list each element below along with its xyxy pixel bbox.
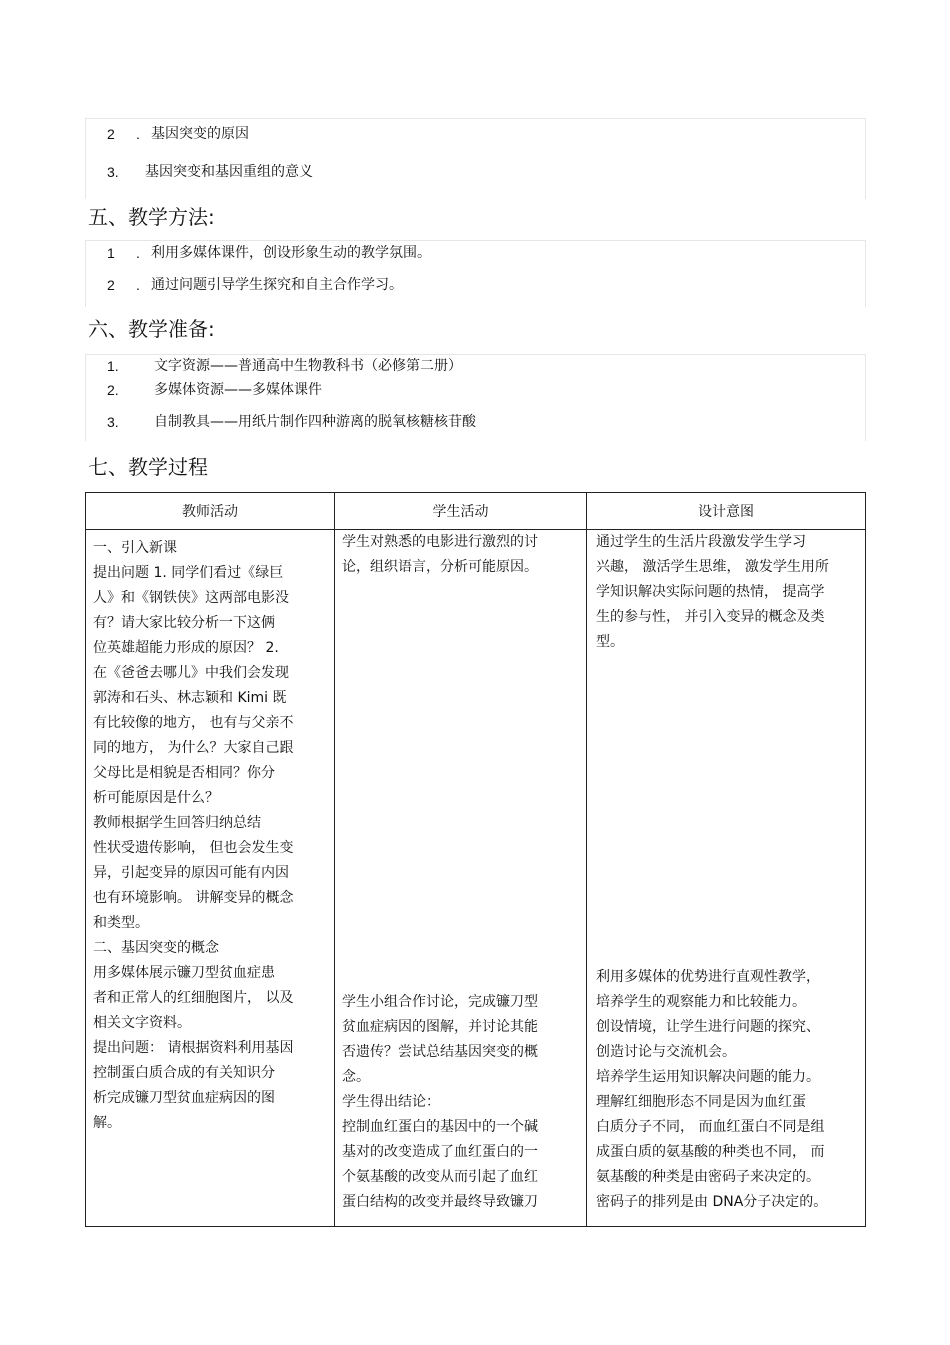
prep-3-text: 自制教具——用纸片制作四种游离的脱氧核糖核苷酸 — [154, 414, 476, 430]
teacher-activity-line: 析完成镰刀型贫血症病因的图 — [93, 1090, 275, 1106]
design-intent-line: 创造讨论与交流机会。 — [596, 1044, 736, 1060]
teacher-activity-line: 性状受遗传影响， 但也会发生变 — [93, 840, 294, 856]
teacher-activity-text — [93, 536, 293, 1136]
method-1-num: 1 — [107, 245, 115, 261]
header-design: 设计意图 — [587, 493, 866, 530]
process-table — [85, 492, 866, 1227]
prep-1-text: 文字资源——普通高中生物教科书（必修第二册） — [154, 358, 462, 374]
teacher-activity-line: 提出问题 1. 同学们看过《绿巨 — [93, 565, 284, 581]
design-intent-line: 培养学生的观察能力和比较能力。 — [596, 994, 806, 1010]
prep-1-num: 1. — [107, 358, 119, 374]
process-table-row — [86, 530, 866, 1227]
method-2-dot: . — [136, 277, 140, 293]
objective-3-num: 3. — [107, 164, 119, 180]
student-activity-line: 控制血红蛋白的基因中的一个碱 — [342, 1119, 538, 1135]
design-intent-line: 培养学生运用知识解决问题的能力。 — [596, 1069, 820, 1085]
student-activity-line: 念。 — [342, 1069, 370, 1085]
student-activity-line: 学生对熟悉的电影进行激烈的讨 — [342, 534, 538, 550]
design-intent-cell — [587, 530, 866, 1227]
header-student: 学生活动 — [335, 493, 587, 530]
method-1-dot: . — [136, 245, 140, 261]
prep-2-num: 2. — [107, 382, 119, 398]
design-intent-line: 型。 — [596, 634, 624, 650]
design-intent-line: 理解红细胞形态不同是因为血红蛋 — [596, 1094, 806, 1110]
objective-3-text: 基因突变和基因重组的意义 — [145, 164, 313, 180]
student-activity-line: 论，组织语言，分析可能原因。 — [342, 559, 538, 575]
teacher-activity-line: 提出问题： 请根据资料利用基因 — [93, 1040, 294, 1056]
teacher-activity-line: 人》和《钢铁侠》这两部电影没 — [93, 590, 289, 606]
student-activity-text-a — [342, 530, 538, 580]
design-intent-line: 生的参与性， 并引入变异的概念及类 — [596, 609, 825, 625]
teacher-activity-line: 析可能原因是什么？ — [93, 790, 219, 806]
header-teacher: 教师活动 — [86, 493, 335, 530]
process-table-header-row — [86, 493, 866, 530]
teacher-activity-line: 有？请大家比较分析一下这俩 — [93, 615, 275, 631]
teacher-activity-line: 用多媒体展示镰刀型贫血症患 — [93, 965, 275, 981]
student-activity-line: 基对的改变造成了血红蛋白的一 — [342, 1144, 538, 1160]
student-activity-line: 否遗传？尝试总结基因突变的概 — [342, 1044, 538, 1060]
section-methods-title: 五、教学方法: — [88, 205, 215, 229]
teacher-activity-line: 同的地方， 为什么？大家自己跟 — [93, 740, 294, 756]
teacher-activity-line: 解。 — [93, 1115, 121, 1131]
teacher-activity-line: 控制蛋白质合成的有关知识分 — [93, 1065, 275, 1081]
design-intent-line: 兴趣， 激活学生思维， 激发学生用所 — [596, 559, 829, 575]
design-intent-text-a — [596, 530, 829, 655]
student-activity-cell — [335, 530, 587, 1227]
teacher-activity-line: 相关文字资料。 — [93, 1015, 191, 1031]
design-intent-line: 学知识解决实际问题的热情， 提高学 — [596, 584, 825, 600]
prep-3-num: 3. — [107, 414, 119, 430]
design-intent-line: 成蛋白质的氨基酸的种类也不同， 而 — [596, 1144, 825, 1160]
student-activity-line: 蛋白结构的改变并最终导致镰刀 — [342, 1194, 538, 1210]
teacher-activity-line: 教师根据学生回答归纳总结 — [93, 815, 261, 831]
design-intent-text-b — [596, 965, 827, 1215]
design-intent-line: 利用多媒体的优势进行直观性教学， — [596, 969, 820, 985]
teacher-activity-line: 一、引入新课 — [93, 540, 177, 556]
teacher-activity-line: 二、基因突变的概念 — [93, 940, 219, 956]
student-activity-line: 学生得出结论： — [342, 1094, 440, 1110]
design-intent-line: 白质分子不同， 而血红蛋白不同是组 — [596, 1119, 825, 1135]
objective-2-num: 2 — [107, 126, 115, 142]
teacher-activity-line: 也有环境影响。 讲解变异的概念 — [93, 890, 294, 906]
method-1-text: 利用多媒体课件，创设形象生动的教学氛围。 — [151, 245, 431, 261]
teacher-activity-line: 在《爸爸去哪儿》中我们会发现 — [93, 665, 289, 681]
teacher-activity-line: 郭涛和石头、林志颖和 Kimi 既 — [93, 690, 287, 706]
method-2-num: 2 — [107, 277, 115, 293]
objective-2-text: 基因突变的原因 — [151, 126, 249, 142]
teacher-activity-line: 位英雄超能力形成的原因？ 2. — [93, 640, 279, 656]
design-intent-line: 创设情境，让学生进行问题的探究、 — [596, 1019, 820, 1035]
student-activity-text-b — [342, 990, 538, 1215]
teacher-activity-line: 有比较像的地方， 也有与父亲不 — [93, 715, 294, 731]
teacher-activity-line: 和类型。 — [93, 915, 149, 931]
section-process-title: 七、教学过程 — [88, 455, 208, 479]
teacher-activity-line: 者和正常人的红细胞图片， 以及 — [93, 990, 294, 1006]
section-prep-title: 六、教学准备: — [88, 317, 215, 341]
teacher-activity-cell — [86, 530, 335, 1227]
design-intent-line: 密码子的排列是由 DNA分子决定的。 — [596, 1194, 828, 1210]
design-intent-line: 通过学生的生活片段激发学生学习 — [596, 534, 806, 550]
prep-2-text: 多媒体资源——多媒体课件 — [154, 382, 322, 398]
student-activity-line: 学生小组合作讨论，完成镰刀型 — [342, 994, 538, 1010]
objective-2-dot: . — [136, 126, 140, 142]
student-activity-line: 个氨基酸的改变从而引起了血红 — [342, 1169, 538, 1185]
teacher-activity-line: 父母比是相貌是否相同？你分 — [93, 765, 275, 781]
student-activity-line: 贫血症病因的图解，并讨论其能 — [342, 1019, 538, 1035]
method-2-text: 通过问题引导学生探究和自主合作学习。 — [151, 277, 403, 293]
design-intent-line: 氨基酸的种类是由密码子来决定的。 — [596, 1169, 820, 1185]
teacher-activity-line: 异，引起变异的原因可能有内因 — [93, 865, 289, 881]
